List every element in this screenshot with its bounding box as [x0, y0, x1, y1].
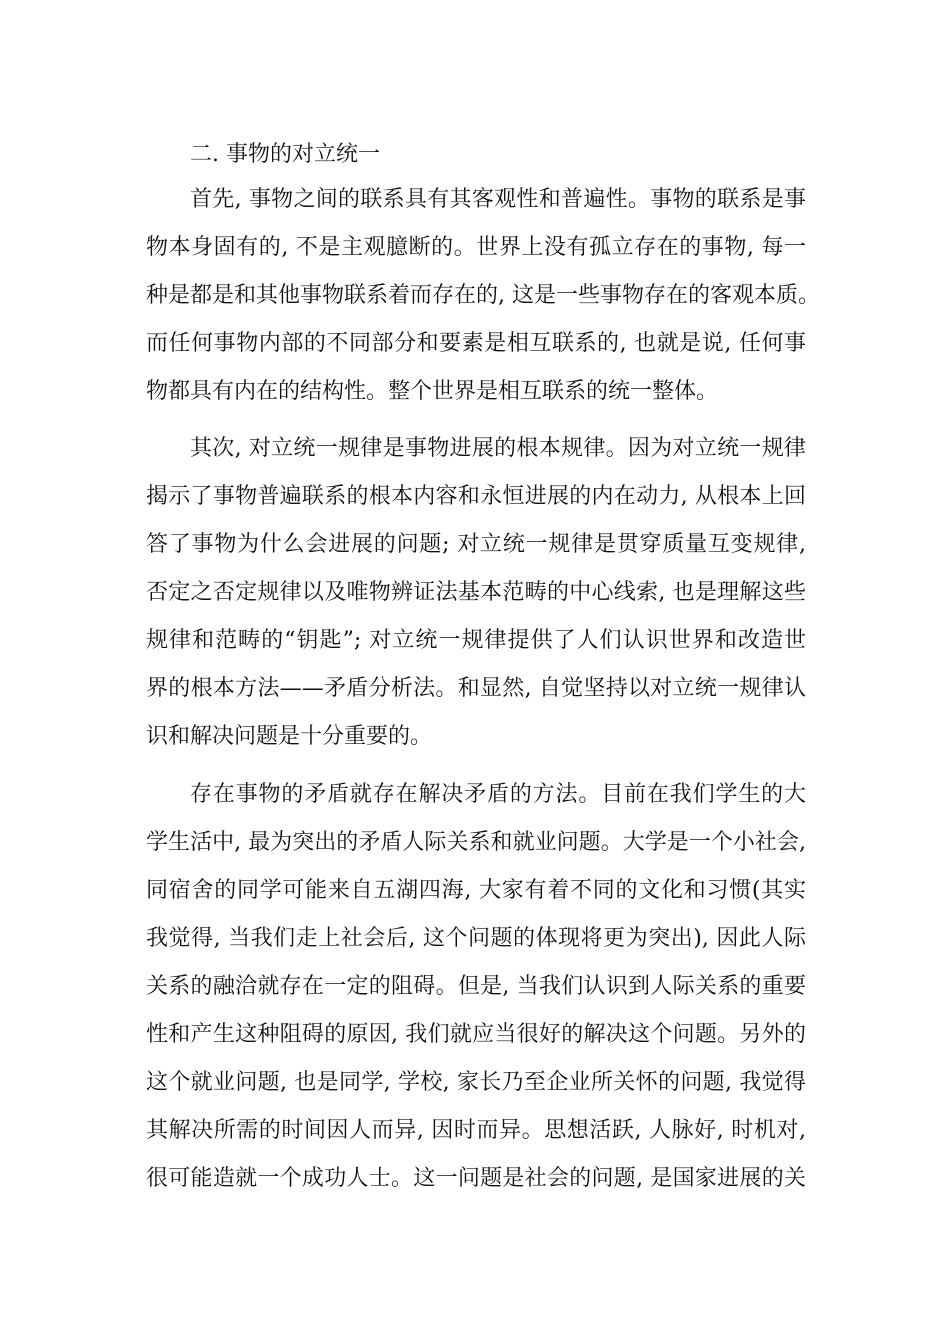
paragraph-line: 同宿舍的同学可能来自五湖四海, 大家有着不同的文化和习惯(其实: [146, 878, 806, 903]
paragraph-line: 否定之否定规律以及唯物辨证法基本范畴的中心线索, 也是理解这些: [146, 580, 806, 605]
paragraph-line: 存在事物的矛盾就存在解决矛盾的方法。目前在我们学生的大: [190, 782, 806, 807]
paragraph-line: 识和解决问题是十分重要的。: [146, 724, 433, 749]
paragraph-line: 我觉得, 当我们走上社会后, 这个问题的体现将更为突出), 因此人际: [146, 926, 806, 951]
paragraph-line: 首先, 事物之间的联系具有其客观性和普遍性。事物的联系是事: [190, 187, 806, 212]
paragraph-1: [146, 176, 820, 416]
paragraph-line: 其次, 对立统一规律是事物进展的根本规律。因为对立统一规律: [190, 436, 806, 461]
paragraph-3: [146, 771, 806, 1203]
paragraph-line: 而任何事物内部的不同部分和要素是相互联系的, 也就是说, 任何事: [146, 331, 806, 356]
paragraph-line: 物都具有内在的结构性。整个世界是相互联系的统一整体。: [146, 379, 719, 404]
paragraph-line: 其解决所需的时间因人而异, 因时而异。思想活跃, 人脉好, 时机对,: [146, 1118, 806, 1143]
paragraph-line: 这个就业问题, 也是同学, 学校, 家长乃至企业所关怀的问题, 我觉得: [146, 1070, 806, 1095]
paragraph-line: 规律和范畴的“钥匙”; 对立统一规律提供了人们认识世界和改造世: [146, 628, 806, 653]
paragraph-line: 界的根本方法——矛盾分析法。和显然, 自觉坚持以对立统一规律认: [146, 676, 806, 701]
paragraph-line: 种是都是和其他事物联系着而存在的, 这是一些事物存在的客观本质。: [146, 283, 820, 308]
paragraph-2: [146, 425, 806, 761]
paragraph-line: 很可能造就一个成功人士。这一问题是社会的问题, 是国家进展的关: [146, 1166, 806, 1191]
section-heading: 二. 事物的对立统一: [190, 142, 380, 167]
paragraph-line: 关系的融洽就存在一定的阻碍。但是, 当我们认识到人际关系的重要: [146, 974, 806, 999]
paragraph-line: 学生活中, 最为突出的矛盾人际关系和就业问题。大学是一个小社会,: [146, 830, 806, 855]
paragraph-line: 物本身固有的, 不是主观臆断的。世界上没有孤立存在的事物, 每一: [146, 235, 806, 260]
paragraph-line: 答了事物为什么会进展的问题; 对立统一规律是贯穿质量互变规律,: [146, 532, 806, 557]
paragraph-line: 性和产生这种阻碍的原因, 我们就应当很好的解决这个问题。另外的: [146, 1022, 806, 1047]
paragraph-line: 揭示了事物普遍联系的根本内容和永恒进展的内在动力, 从根本上回: [146, 484, 806, 509]
